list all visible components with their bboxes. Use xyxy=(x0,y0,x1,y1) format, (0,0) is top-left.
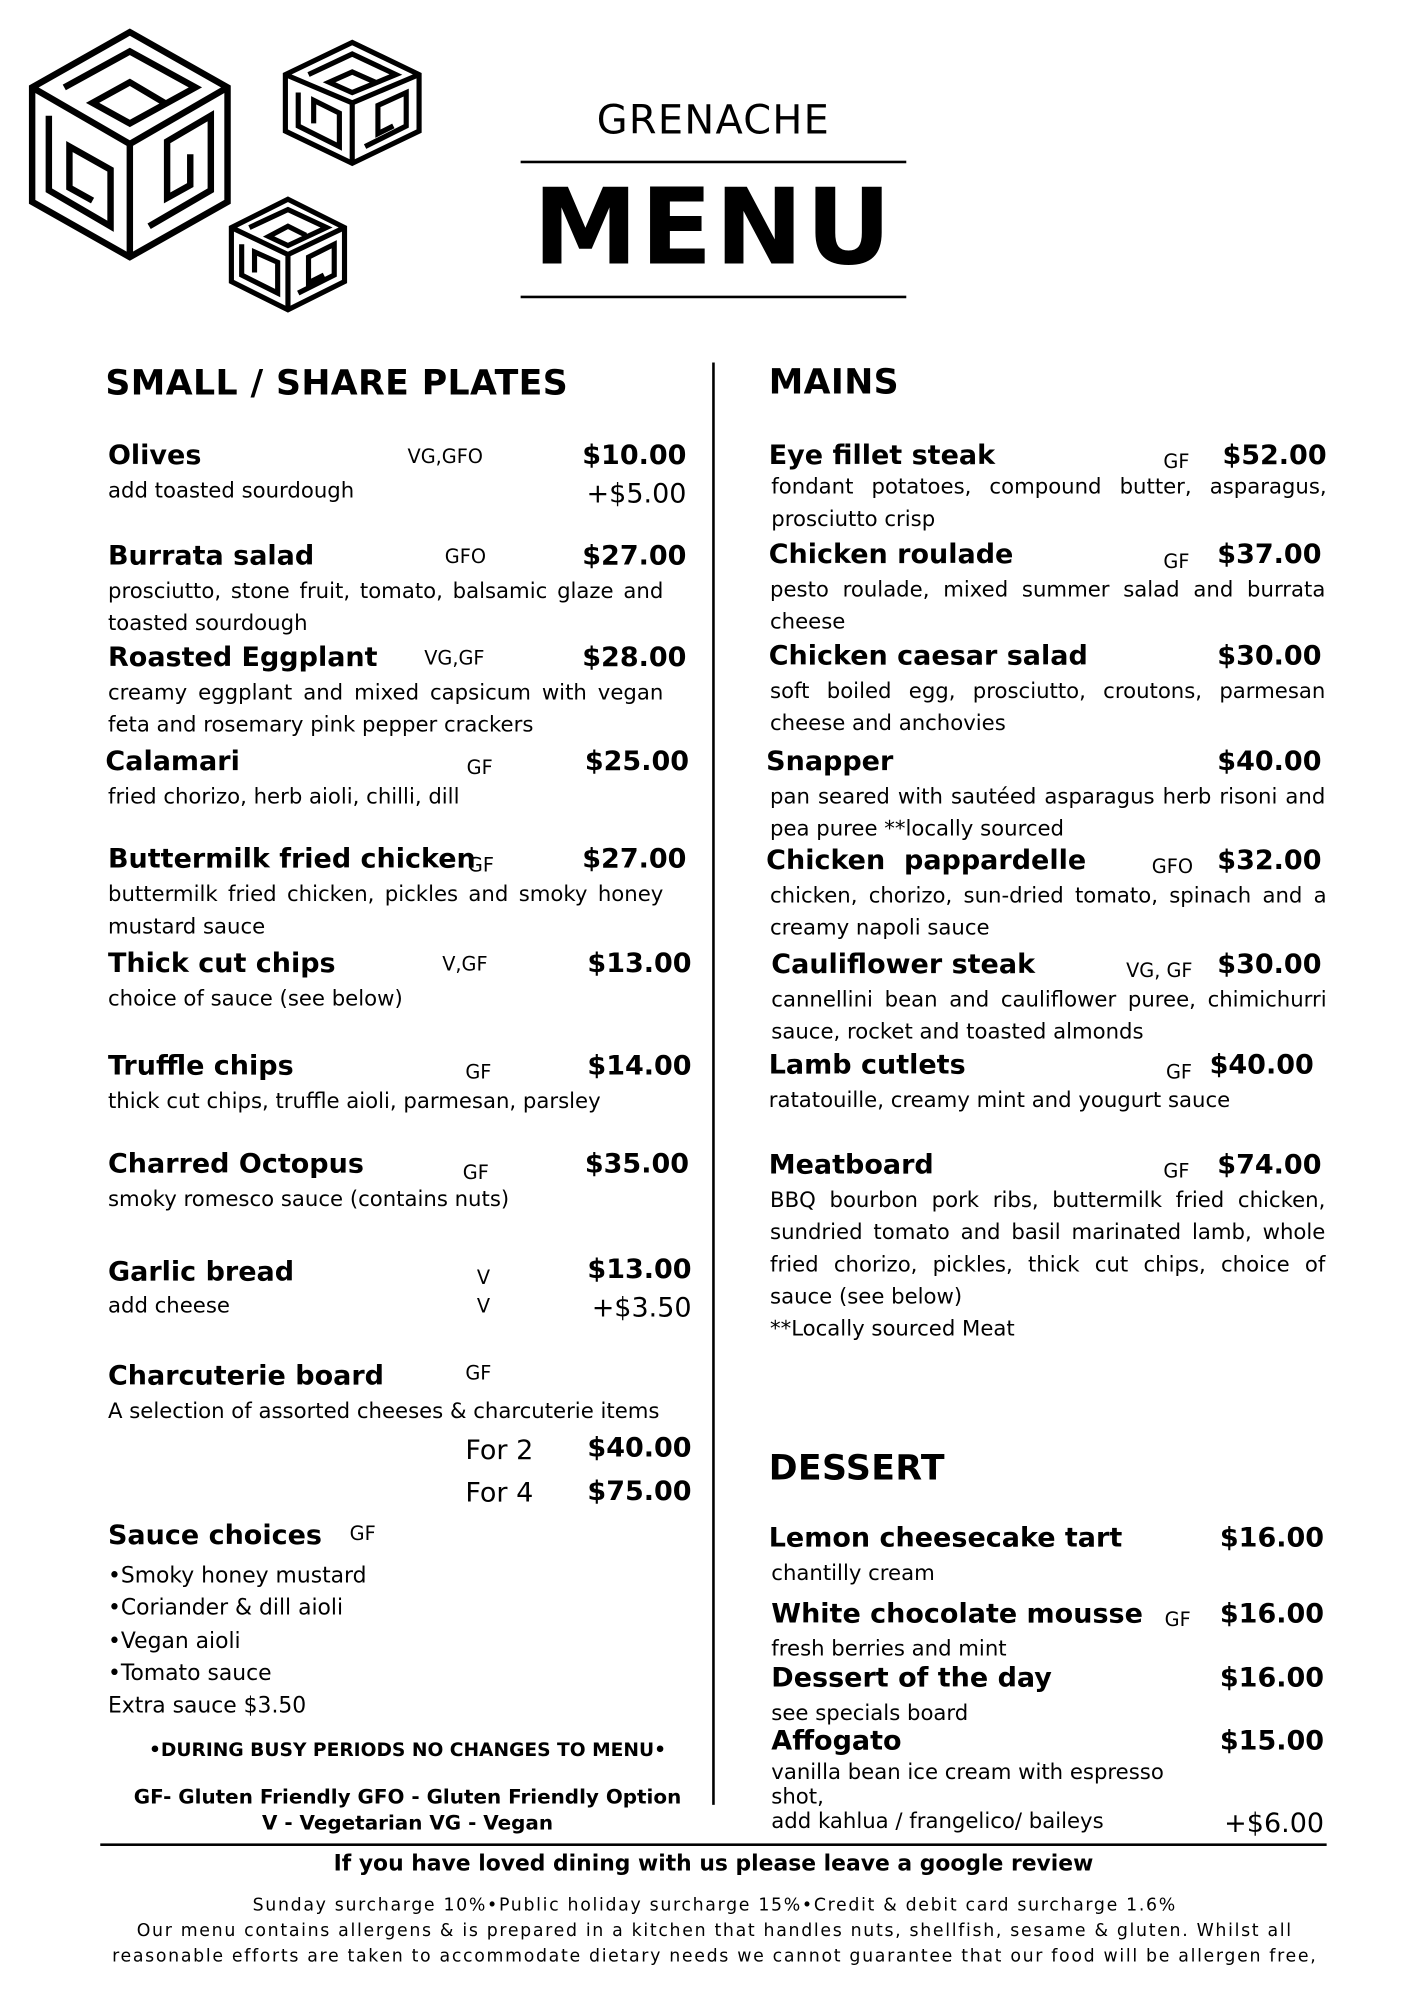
item-tags: GF xyxy=(1163,449,1190,474)
item-sourcing-note: **Locally sourced Meat xyxy=(770,1316,1015,1341)
sauce-tags: GF xyxy=(349,1522,376,1546)
item-name: Chicken roulade xyxy=(768,538,1014,570)
option-label: For 4 xyxy=(465,1477,534,1508)
item-description: add toasted sourdough xyxy=(107,478,355,503)
extra-sauce-note: Extra sauce $3.50 xyxy=(107,1693,307,1719)
item-description: choice of sauce (see below) xyxy=(107,985,403,1011)
footer-rule xyxy=(100,1843,1326,1846)
menu-item-snapper xyxy=(766,746,1326,844)
item-tags: GF xyxy=(1164,1608,1191,1632)
item-tags-extra: V xyxy=(476,1294,491,1318)
header-rule-top xyxy=(521,161,907,164)
menu-item-dessert-of-the-day xyxy=(769,1662,1327,1726)
item-name: Snapper xyxy=(766,745,894,777)
item-tags: GFO xyxy=(1151,854,1194,878)
sauce-option: •Coriander & dill aioli xyxy=(107,1595,344,1622)
sauce-option: •Smoky honey mustard xyxy=(107,1563,367,1589)
item-extra-price: +$6.00 xyxy=(1224,1807,1325,1839)
item-description: add cheese xyxy=(107,1293,230,1318)
item-description: soft boiled egg, prosciutto, croutons, parmesan cheese and anchovies xyxy=(770,678,1326,736)
logo-cube-medium xyxy=(280,39,424,168)
item-name: Roasted Eggplant xyxy=(107,641,378,673)
item-price: $74.00 xyxy=(1217,1149,1322,1181)
item-name: Chicken caesar salad xyxy=(768,640,1088,672)
item-description: fried chorizo, herb aioli, chilli, dill xyxy=(107,784,460,809)
item-tags: VG,GF xyxy=(424,646,485,670)
item-name: Lemon cheesecake tart xyxy=(768,1522,1123,1553)
item-name: Burrata salad xyxy=(107,539,315,571)
item-description: pesto roulade, mixed summer salad and burrata cheese xyxy=(770,577,1326,634)
item-tags: V xyxy=(476,1266,491,1290)
item-description: fondant potatoes, compound butter, asparagus, prosciutto crisp xyxy=(771,474,1327,531)
sauce-choices xyxy=(108,1519,494,1558)
item-description: cannellini bean and cauliflower puree, chimichurri sauce, rocket and toasted almonds xyxy=(771,987,1327,1044)
menu-item-garlic-bread xyxy=(108,1253,692,1328)
item-name: Meatboard xyxy=(768,1149,934,1181)
item-description: ratatouille, creamy mint and yougurt sauce xyxy=(768,1087,1231,1112)
item-name: Thick cut chips xyxy=(107,947,336,979)
item-name: Charcuterie board xyxy=(107,1360,384,1391)
item-description xyxy=(770,1184,1325,1345)
section-heading-dessert: DESSERT xyxy=(768,1448,945,1489)
menu-item-chicken-roulade xyxy=(769,539,1327,637)
item-price: $13.00 xyxy=(587,947,692,979)
menu-item-lemon-cheesecake-tart xyxy=(769,1522,1327,1586)
item-extra-price: +$3.50 xyxy=(591,1291,692,1323)
item-description: A selection of assorted cheeses & charcuterie items xyxy=(107,1398,660,1424)
item-price: $13.00 xyxy=(587,1253,692,1285)
item-price: $30.00 xyxy=(1217,948,1322,980)
menu-item-eye-fillet-steak xyxy=(769,440,1327,538)
item-name: Lamb cutlets xyxy=(768,1048,966,1080)
sauce-option: •Vegan aioli xyxy=(107,1628,241,1654)
item-tags: GF xyxy=(1163,550,1190,574)
menu-item-truffle-chips xyxy=(108,1050,692,1122)
item-tags: GF xyxy=(465,1361,492,1385)
restaurant-name: GRENACHE xyxy=(596,97,831,144)
item-price: $40.00 xyxy=(1217,745,1322,777)
item-price: $14.00 xyxy=(587,1050,692,1082)
dietary-legend xyxy=(108,1784,707,1835)
item-name: Dessert of the day xyxy=(771,1662,1052,1694)
item-description: smoky romesco sauce (contains nuts) xyxy=(107,1186,510,1211)
item-tags: GF xyxy=(462,1160,489,1184)
menu-item-affogato xyxy=(769,1725,1327,1843)
menu-item-lamb-cutlets xyxy=(769,1049,1327,1121)
item-price: $52.00 xyxy=(1222,439,1327,471)
item-extra-price: +$5.00 xyxy=(586,478,687,510)
menu-item-thick-cut-chips xyxy=(108,947,692,1019)
item-tags: V,GF xyxy=(442,952,488,976)
item-tags: VG,GFO xyxy=(407,444,483,468)
sauce-heading: Sauce choices xyxy=(107,1519,322,1551)
menu-item-meatboard xyxy=(769,1149,1327,1355)
item-description-text: vanilla bean ice cream with espresso shot, xyxy=(771,1759,1164,1809)
item-description: buttermilk fried chicken, pickles and smoky honey mustard sauce xyxy=(107,881,664,939)
item-price: $35.00 xyxy=(584,1147,690,1179)
allergen-note: Our menu contains allergens & is prepared in a kitchen that handles nuts, shellfish, sesame & gluten. Whilst all reasonable efforts are taken to accommodate dietary needs we cannot guarantee that our food will be allergen free, xyxy=(112,1920,1318,1967)
menu-item-chicken-pappardelle xyxy=(766,845,1326,943)
item-price: $16.00 xyxy=(1219,1522,1325,1553)
item-price: $25.00 xyxy=(584,745,690,777)
item-description: chicken, chorizo, sun-dried tomato, spinach and a creamy napoli sauce xyxy=(770,883,1327,940)
item-price: $15.00 xyxy=(1219,1725,1325,1756)
item-name: Truffle chips xyxy=(107,1050,294,1082)
section-heading-small-plates: SMALL / SHARE PLATES xyxy=(105,363,569,404)
item-description: creamy eggplant and mixed capsicum with vegan feta and rosemary pink pepper crackers xyxy=(107,680,664,737)
item-description-text: BBQ bourbon pork ribs, buttermilk fried chicken, sundried tomato and basil marinated lamb, whole fried chorizo, pickles, thick cut chips, choice of sauce (see below) xyxy=(770,1187,1326,1309)
item-price: $10.00 xyxy=(582,439,687,471)
logo-cube-small xyxy=(226,195,349,313)
menu-item-white-chocolate-mousse xyxy=(769,1598,1327,1662)
option-label: For 2 xyxy=(465,1434,534,1466)
menu-item-chicken-caesar-salad xyxy=(769,640,1327,738)
surcharge-note: Sunday surcharge 10%•Public holiday surcharge 15%•Credit & debit card surcharge 1.6% xyxy=(252,1894,1177,1916)
sauce-option: •Tomato sauce xyxy=(107,1660,272,1687)
item-description: pan seared with sautéed asparagus herb risoni and pea puree **locally sourced xyxy=(770,784,1326,841)
item-name: Charred Octopus xyxy=(107,1147,364,1179)
item-tags: GF xyxy=(1165,1060,1192,1084)
busy-periods-note: •DURING BUSY PERIODS NO CHANGES TO MENU• xyxy=(148,1740,667,1762)
item-description xyxy=(771,1760,1170,1833)
item-price: $37.00 xyxy=(1217,538,1322,570)
menu-title: MENU xyxy=(532,167,894,290)
item-description: chantilly cream xyxy=(771,1560,935,1586)
item-tags: GF xyxy=(1163,1159,1190,1183)
item-description: see specials board xyxy=(771,1700,969,1726)
option-price: $75.00 xyxy=(587,1475,692,1507)
menu-item-charred-octopus xyxy=(108,1148,689,1220)
dietary-legend-line: GF- Gluten Friendly GFO - Gluten Friendly Option xyxy=(133,1785,682,1809)
menu-item-burrata-salad xyxy=(108,540,689,638)
item-name: Olives xyxy=(107,439,202,471)
sauce-list xyxy=(108,1561,367,1724)
column-divider xyxy=(712,363,715,1805)
item-tags: GF xyxy=(467,853,494,877)
item-name: Cauliflower steak xyxy=(771,948,1036,980)
item-price: $16.00 xyxy=(1219,1662,1325,1694)
google-review-note: If you have loved dining with us please leave a google review xyxy=(333,1851,1094,1877)
footer-fine-print xyxy=(108,1892,1322,1969)
item-name: White chocolate mousse xyxy=(771,1597,1143,1629)
logo-cube-large xyxy=(26,26,234,264)
item-name: Affogato xyxy=(771,1725,902,1756)
item-name: Buttermilk fried chicken xyxy=(107,843,476,875)
option-price: $40.00 xyxy=(587,1432,692,1463)
menu-item-buttermilk-fried-chicken xyxy=(108,843,689,941)
menu-item-roasted-eggplant xyxy=(108,641,689,739)
item-price: $28.00 xyxy=(582,641,687,673)
item-description: fresh berries and mint xyxy=(771,1636,1007,1661)
menu-item-calamari xyxy=(105,746,689,818)
item-price: $16.00 xyxy=(1219,1597,1325,1629)
menu-item-olives xyxy=(108,440,689,512)
item-name: Garlic bread xyxy=(107,1255,295,1287)
dietary-legend-line: V - Vegetarian VG - Vegan xyxy=(261,1811,554,1835)
item-tags: GF xyxy=(466,755,493,780)
header-rule-bottom xyxy=(521,296,907,299)
item-description: prosciutto, stone fruit, tomato, balsamic glaze and toasted sourdough xyxy=(107,578,664,636)
item-name: Calamari xyxy=(105,745,240,777)
item-name: Chicken pappardelle xyxy=(766,844,1087,876)
item-price: $27.00 xyxy=(582,843,687,875)
item-price: $40.00 xyxy=(1209,1048,1314,1080)
item-price: $30.00 xyxy=(1217,640,1322,672)
item-addon-text: add kahlua / frangelico/ baileys xyxy=(771,1808,1104,1834)
item-tags: GFO xyxy=(444,545,486,569)
item-price: $27.00 xyxy=(582,539,687,571)
item-tags: GF xyxy=(465,1060,492,1084)
menu-item-charcuterie-board xyxy=(108,1360,692,1514)
menu-item-cauliflower-steak xyxy=(771,949,1326,1047)
section-heading-mains: MAINS xyxy=(768,362,900,403)
item-price: $32.00 xyxy=(1217,844,1322,876)
item-tags: VG, GF xyxy=(1126,958,1193,983)
item-name: Eye fillet steak xyxy=(768,439,996,471)
item-description: thick cut chips, truffle aioli, parmesan, parsley xyxy=(107,1088,601,1114)
